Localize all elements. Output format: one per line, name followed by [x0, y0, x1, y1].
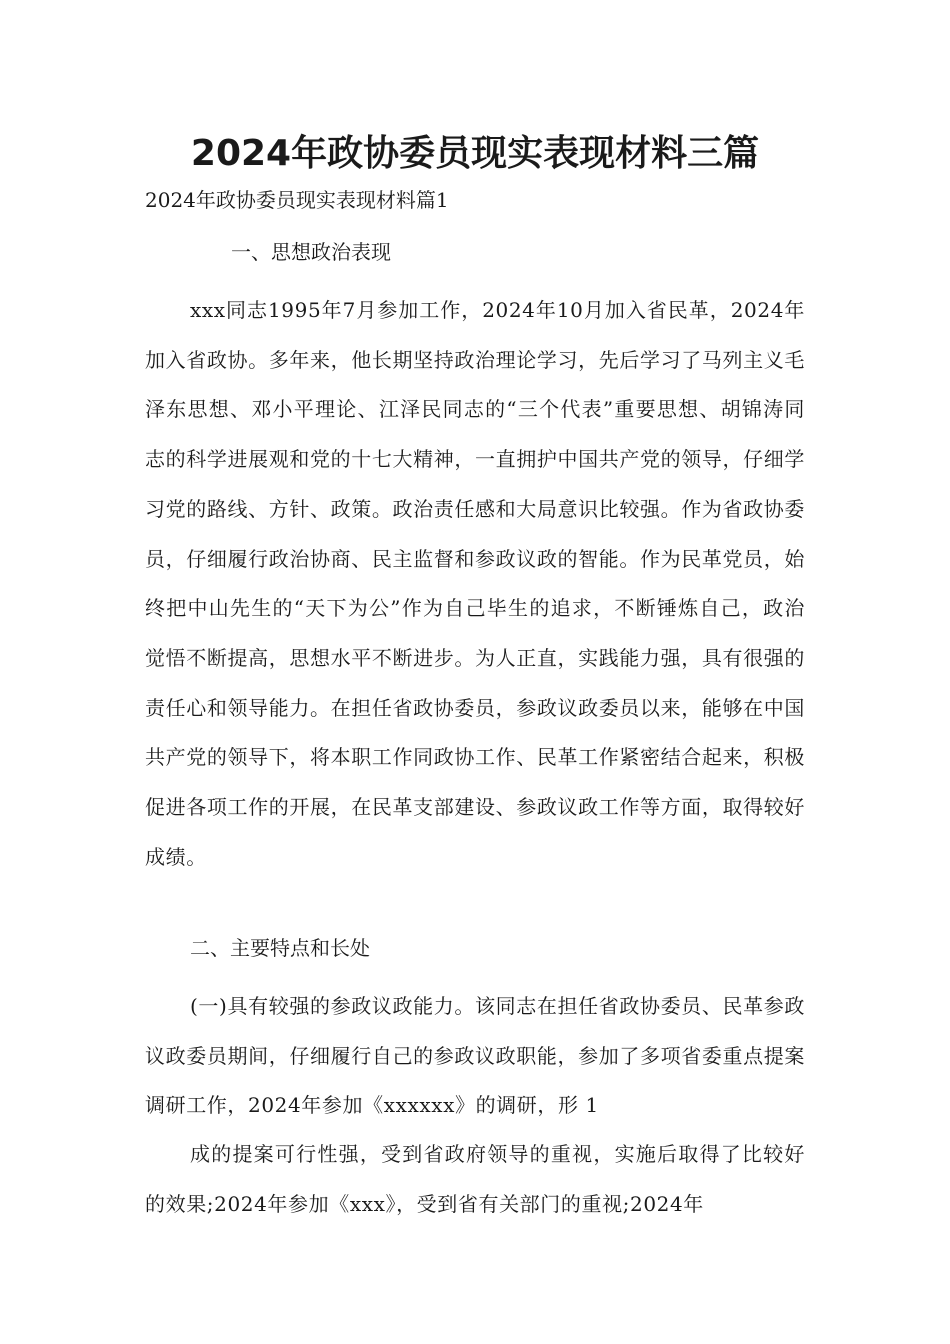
document-subtitle: 2024年政协委员现实表现材料篇1	[145, 188, 449, 212]
section-2-paragraph-1: (一)具有较强的参政议政能力。该同志在担任省政协委员、民革参政议政委员期间，仔细履行自己的参政议政职能，参加了多项省委重点提案调研工作，2024年参加《xxxxxx》的调研，形 1	[145, 994, 805, 1118]
section-1-paragraph: xxx同志1995年7月参加工作，2024年10月加入省民革，2024年加入省政协。多年来，他长期坚持政治理论学习，先后学习了马列主义毛泽东思想、邓小平理论、江泽民同志的“三个代表”重要思想、胡锦涛同志的科学进展观和党的十七大精神，一直拥护中国共产党的领导，仔细学习党的路线、方针、政策。政治责任感和大局意识比较强。作为省政协委员，仔细履行政治协商、民主监督和参政议政的智能。作为民革党员，始终把中山先生的“天下为公”作为自己毕生的追求，不断锤炼自己，政治觉悟不断提高，思想水平不断进步。为人正直，实践能力强，具有很强的责任心和领导能力。在担任省政协委员，参政议政委员以来，能够在中国共产党的领导下，将本职工作同政协工作、民革工作紧密结合起来，积极促进各项工作的开展，在民革支部建设、参政议政工作等方面，取得较好成绩。	[145, 298, 805, 869]
section-2-heading: 二、主要特点和长处	[190, 936, 370, 960]
document-title: 2024年政协委员现实表现材料三篇	[190, 133, 760, 174]
section-2-paragraph-2: 成的提案可行性强，受到省政府领导的重视，实施后取得了比较好的效果;2024年参加《xxx》，受到省有关部门的重视;2024年	[145, 1142, 805, 1216]
section-1-heading: 一、思想政治表现	[231, 240, 391, 264]
